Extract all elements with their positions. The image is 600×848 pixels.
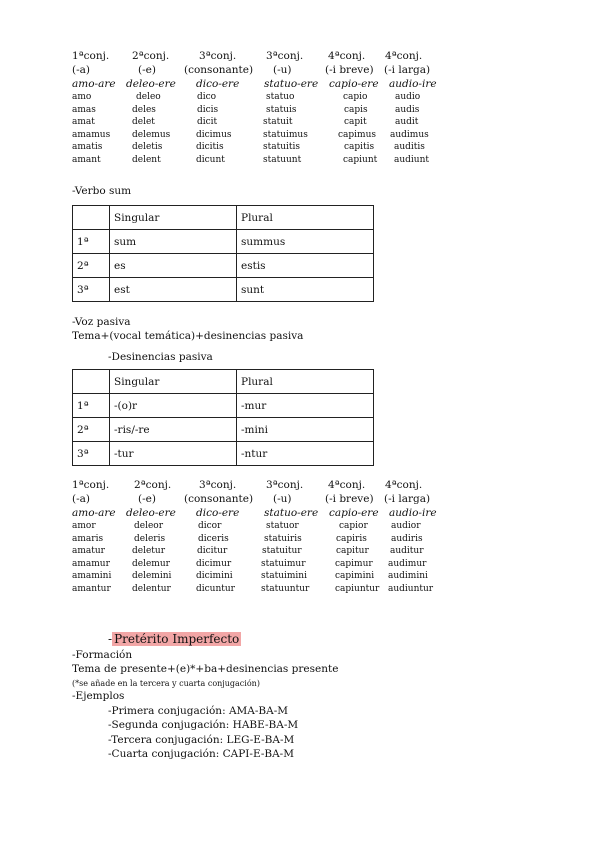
conj-form: statuo (266, 92, 295, 102)
conj-form: dicunt (196, 154, 225, 165)
conj-form: dico (197, 92, 217, 102)
conj-header-row (72, 50, 492, 64)
column-header-singular: Singular (110, 206, 237, 230)
conj-type: (consonante) (184, 493, 254, 505)
conj-form: delentur (132, 583, 171, 594)
plural-cell: -mini (237, 418, 374, 442)
conj-form: audiris (391, 533, 423, 544)
conj-header: 3ªconj. (199, 50, 237, 62)
conj-form: amatur (72, 546, 105, 556)
conj-form: capio (343, 92, 368, 102)
conj-type: (-a) (72, 493, 91, 505)
table-header-row (73, 206, 374, 230)
conj-form: deleris (134, 533, 166, 544)
conj-infinitive-row (72, 78, 492, 92)
conj-form: dicimini (196, 571, 233, 581)
singular-cell: -(o)r (110, 394, 237, 418)
conj-form: dicit (197, 117, 218, 127)
conj-form: auditis (394, 142, 425, 152)
section-title-verbo-sum: -Verbo sum (72, 185, 132, 197)
conj-form: statuit (263, 117, 293, 127)
person-cell: 1ª (73, 394, 110, 418)
conj-form-row (72, 534, 492, 547)
conj-header: 3ªconj. (266, 50, 304, 62)
conj-type: (-i larga) (384, 493, 431, 505)
plural-cell: estis (237, 254, 374, 278)
conj-form: statuimus (263, 129, 308, 140)
table-header-row (73, 370, 374, 394)
conj-form: delemus (132, 129, 171, 140)
conj-type: (-a) (72, 64, 91, 76)
conj-form: audit (395, 117, 419, 127)
imperfecto-prefix: - (108, 632, 113, 646)
conj-form: amas (72, 104, 96, 115)
conj-form: delemur (132, 558, 170, 569)
singular-cell: est (110, 278, 237, 302)
conj-form: audimus (390, 129, 429, 140)
conj-form-row (72, 155, 492, 168)
column-header-singular: Singular (110, 370, 237, 394)
conj-form: statuimur (261, 558, 306, 569)
person-cell: 3ª (73, 278, 110, 302)
plural-cell: sunt (237, 278, 374, 302)
conj-form: dicimus (196, 129, 232, 140)
conj-form: delemini (132, 571, 172, 581)
conj-form-row (72, 521, 492, 534)
conj-form-row (72, 142, 492, 155)
conj-header: 4ªconj. (328, 50, 366, 62)
person-cell: 2ª (73, 418, 110, 442)
conj-form: capis (344, 104, 368, 115)
conj-form: amaris (72, 533, 104, 544)
conj-form: audimur (388, 558, 427, 569)
person-cell: 2ª (73, 254, 110, 278)
conj-form: capior (339, 521, 368, 531)
formacion-label: -Formación (72, 649, 133, 661)
plural-cell: -mur (237, 394, 374, 418)
conj-form: capimini (335, 571, 375, 581)
conj-form: amamur (72, 558, 110, 569)
conj-form: delent (132, 154, 161, 165)
singular-cell: -ris/-re (110, 418, 237, 442)
conj-type: (-i breve) (325, 493, 374, 505)
conj-form: dicimur (196, 558, 232, 569)
conj-type-row (72, 64, 492, 78)
conj-infinitive: audio-ire (389, 507, 437, 519)
conj-form: audis (395, 104, 420, 115)
conj-type: (-i breve) (325, 64, 374, 76)
conj-form-row (72, 105, 492, 118)
conj-form: audiunt (394, 154, 430, 165)
present-active-conjugation (72, 50, 492, 167)
table-row (73, 230, 374, 254)
singular-cell: es (110, 254, 237, 278)
conj-type: (-e) (138, 493, 156, 505)
example-item: -Cuarta conjugación: CAPI-E-BA-M (108, 748, 294, 760)
conj-header-row (72, 479, 492, 493)
conj-form: statuuntur (261, 583, 310, 594)
conj-form: delet (132, 117, 155, 127)
conj-form: amatis (72, 142, 103, 152)
conj-form: amat (72, 117, 95, 127)
conj-form: dicis (197, 104, 219, 115)
imperfecto-title: Pretérito Imperfecto (114, 632, 240, 646)
conj-form: capiuntur (335, 583, 380, 594)
conj-form: audimini (388, 571, 428, 581)
conj-form: capimur (335, 558, 373, 569)
conj-form: deletur (132, 546, 166, 556)
conj-header: 1ªconj. (72, 50, 110, 62)
conj-header: 3ªconj. (266, 479, 304, 491)
conj-form: statuor (266, 521, 299, 531)
desinencias-pasiva-table (72, 369, 374, 466)
conj-header: 3ªconj. (199, 479, 237, 491)
conj-infinitive: capio-ere (329, 78, 379, 90)
conj-form: capitis (344, 142, 375, 152)
plural-cell: summus (237, 230, 374, 254)
conj-header: 4ªconj. (385, 479, 423, 491)
conj-form: capit (344, 117, 367, 127)
conj-form: dicitur (197, 546, 228, 556)
conj-type: (-i larga) (384, 64, 431, 76)
conj-type: (-u) (273, 493, 292, 505)
person-cell: 3ª (73, 442, 110, 466)
table-row (73, 442, 374, 466)
conj-form: audio (395, 92, 421, 102)
table-row (73, 394, 374, 418)
conj-form: deles (132, 104, 156, 115)
conj-infinitive-row (72, 507, 492, 521)
conj-form: deleor (134, 521, 164, 531)
conj-infinitive: statuo-ere (264, 507, 319, 519)
table-row (73, 278, 374, 302)
conj-form: statuiris (264, 533, 302, 544)
table-row (73, 254, 374, 278)
conj-form: dicuntur (196, 583, 235, 594)
conj-form: amor (72, 521, 96, 531)
conj-form: deletis (132, 142, 163, 152)
conj-infinitive: capio-ere (329, 507, 379, 519)
present-passive-conjugation (72, 479, 492, 596)
conj-form: dicitis (196, 142, 224, 152)
conj-form-row (72, 559, 492, 572)
conj-form: statuunt (263, 154, 302, 165)
singular-cell: -tur (110, 442, 237, 466)
verbo-sum-table (72, 205, 374, 302)
column-header-plural: Plural (237, 206, 374, 230)
conj-form: statuitur (262, 546, 302, 556)
conj-form: statuis (266, 104, 297, 115)
imperfecto-note: (*se añade en la tercera y cuarta conjugación) (72, 679, 260, 688)
conj-form-row (72, 546, 492, 559)
conj-form: audior (391, 521, 421, 531)
imperfecto-formula: Tema de presente+(e)*+ba+desinencias presente (72, 663, 339, 675)
conj-form: amantur (72, 583, 111, 594)
conj-form-row (72, 92, 492, 105)
conj-type: (consonante) (184, 64, 254, 76)
conj-header: 4ªconj. (385, 50, 423, 62)
singular-cell: sum (110, 230, 237, 254)
conj-type: (-u) (273, 64, 292, 76)
section-title-voz-pasiva: -Voz pasiva (72, 316, 131, 328)
conj-form-row (72, 130, 492, 143)
desinencias-pasiva-title: -Desinencias pasiva (108, 351, 213, 363)
example-item: -Tercera conjugación: LEG-E-BA-M (108, 734, 295, 746)
conj-infinitive: amo-are (72, 78, 116, 90)
conj-form: capiunt (343, 154, 378, 165)
column-header-plural: Plural (237, 370, 374, 394)
person-cell: 1ª (73, 230, 110, 254)
conj-form: amant (72, 154, 101, 165)
conj-type: (-e) (138, 64, 156, 76)
conj-form-row (72, 571, 492, 584)
conj-form: amo (72, 92, 92, 102)
conj-form: amamini (72, 571, 112, 581)
conj-infinitive: audio-ire (389, 78, 437, 90)
table-corner-cell (73, 206, 110, 230)
conj-infinitive: deleo-ere (126, 78, 176, 90)
conj-infinitive: dico-ere (196, 78, 240, 90)
conj-infinitive: dico-ere (196, 507, 240, 519)
conj-header: 2ªconj. (134, 479, 172, 491)
ejemplos-label: -Ejemplos (72, 690, 125, 702)
conj-form: dicor (198, 521, 222, 531)
conj-form: capitur (336, 546, 369, 556)
conj-infinitive: amo-are (72, 507, 116, 519)
conj-form: statuimini (261, 571, 307, 581)
conj-form-row (72, 117, 492, 130)
conj-form: capimus (338, 129, 376, 140)
voz-pasiva-formula: Tema+(vocal temática)+desinencias pasiva (72, 330, 304, 342)
conj-form: amamus (72, 129, 111, 140)
conj-header: 1ªconj. (72, 479, 110, 491)
conj-form-row (72, 584, 492, 597)
table-row (73, 418, 374, 442)
conj-form: capiris (336, 533, 367, 544)
conj-type-row (72, 493, 492, 507)
conj-header: 2ªconj. (132, 50, 170, 62)
conj-infinitive: deleo-ere (126, 507, 176, 519)
conj-form: audiuntur (388, 583, 434, 594)
conj-form: statuitis (263, 142, 301, 152)
example-item: -Segunda conjugación: HABE-BA-M (108, 719, 299, 731)
table-corner-cell (73, 370, 110, 394)
plural-cell: -ntur (237, 442, 374, 466)
conj-infinitive: statuo-ere (264, 78, 319, 90)
conj-header: 4ªconj. (328, 479, 366, 491)
conj-form: auditur (390, 546, 424, 556)
conj-form: diceris (198, 533, 229, 544)
imperfecto-heading (108, 632, 241, 646)
example-item: -Primera conjugación: AMA-BA-M (108, 705, 289, 717)
conj-form: deleo (136, 92, 161, 102)
